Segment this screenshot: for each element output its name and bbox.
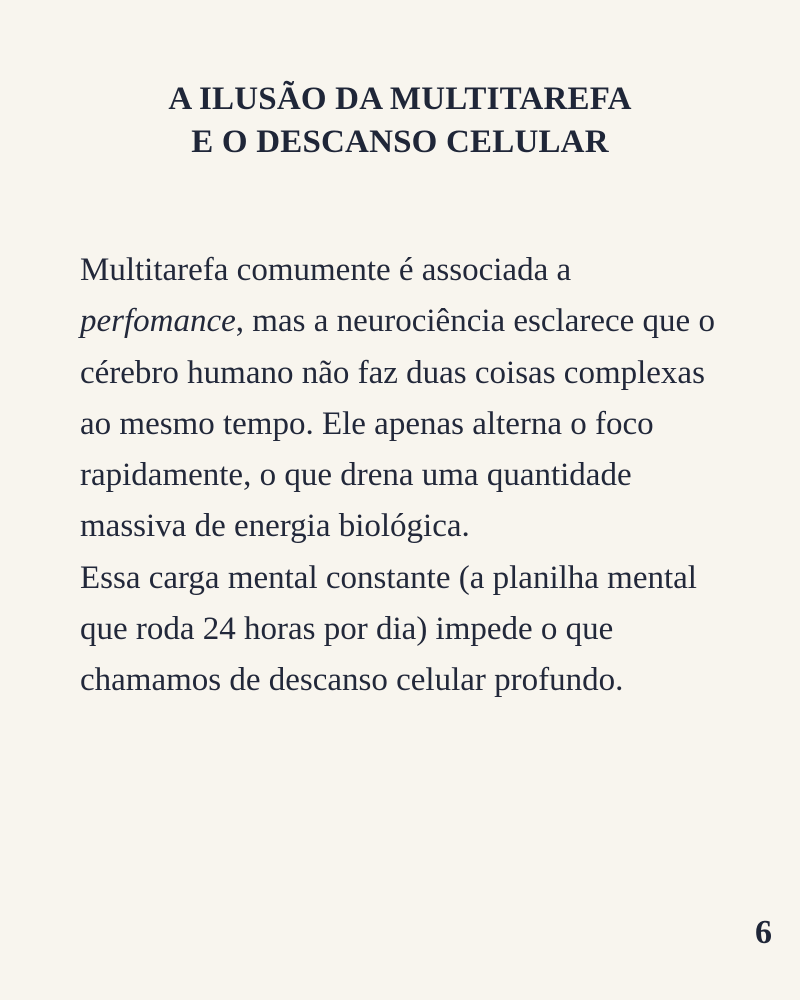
page-number: 6 — [755, 914, 772, 951]
title-line-1: A ILUSÃO DA MULTITAREFA — [168, 81, 632, 117]
paragraph-1-lead: Multitarefa comumente é associada a — [80, 252, 572, 288]
paragraph-1-rest: , mas a neurociência esclarece que o cérebro humano não faz duas coisas complexas ao mesmo tempo. Ele apenas alterna o foco rapidamente, o que drena uma quantidade massiva de energia biológica. — [80, 303, 715, 545]
body-text — [80, 245, 740, 707]
paragraph-2: Essa carga mental constante (a planilha mental que roda 24 horas por dia) impede o que chamamos de descanso celular profundo. — [80, 559, 697, 699]
page-title — [0, 78, 800, 164]
title-line-2: E O DESCANSO CELULAR — [191, 124, 609, 160]
paragraph-1 — [80, 245, 740, 553]
paragraph-1-emphasis: perfomance — [80, 303, 236, 340]
